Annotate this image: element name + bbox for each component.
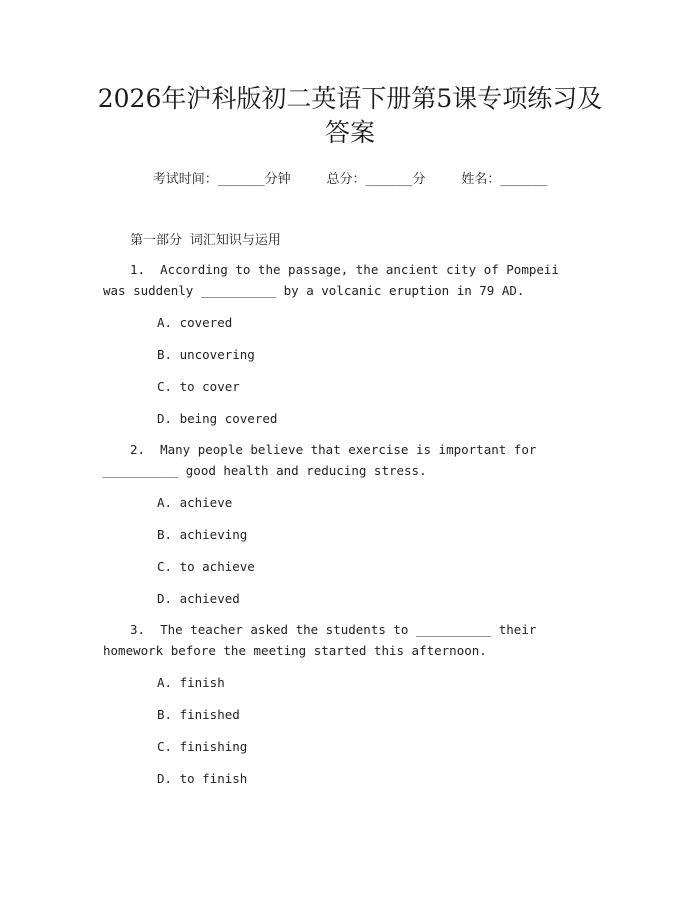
question-2-option-c: C. to achieve xyxy=(157,559,255,574)
section-heading: 第一部分 词汇知识与运用 xyxy=(130,233,281,248)
exam-time-field: 考试时间：______分钟 xyxy=(152,172,291,187)
question-2-option-a: A. achieve xyxy=(157,495,233,510)
question-2-option-d: D. achieved xyxy=(157,591,240,606)
question-2-text: 2. Many people believe that exercise is important for __________ good health and reducing stress. xyxy=(103,442,544,478)
student-name-field: 姓名：______ xyxy=(461,172,548,187)
total-score-field: 总分：______分 xyxy=(326,172,426,187)
question-3-option-b: B. finished xyxy=(157,707,240,722)
exam-info-line xyxy=(0,168,700,187)
question-1-option-d: D. being covered xyxy=(157,411,278,426)
question-3-text: 3. The teacher asked the students to __________ their homework before the meeting started this afternoon. xyxy=(103,622,544,658)
question-2-option-b: B. achieving xyxy=(157,527,248,542)
question-1-option-b: B. uncovering xyxy=(157,347,255,362)
question-1-option-c: C. to cover xyxy=(157,379,240,394)
page-title: 2026年沪科版初二英语下册第5课专项练习及答案 xyxy=(97,84,603,147)
question-3-option-a: A. finish xyxy=(157,675,225,690)
question-1-option-a: A. covered xyxy=(157,315,233,330)
question-3-option-c: C. finishing xyxy=(157,739,248,754)
question-3-option-d: D. to finish xyxy=(157,771,248,786)
question-1-text: 1. According to the passage, the ancient city of Pompeii was suddenly __________ by a volcanic eruption in 79 AD. xyxy=(103,262,567,298)
